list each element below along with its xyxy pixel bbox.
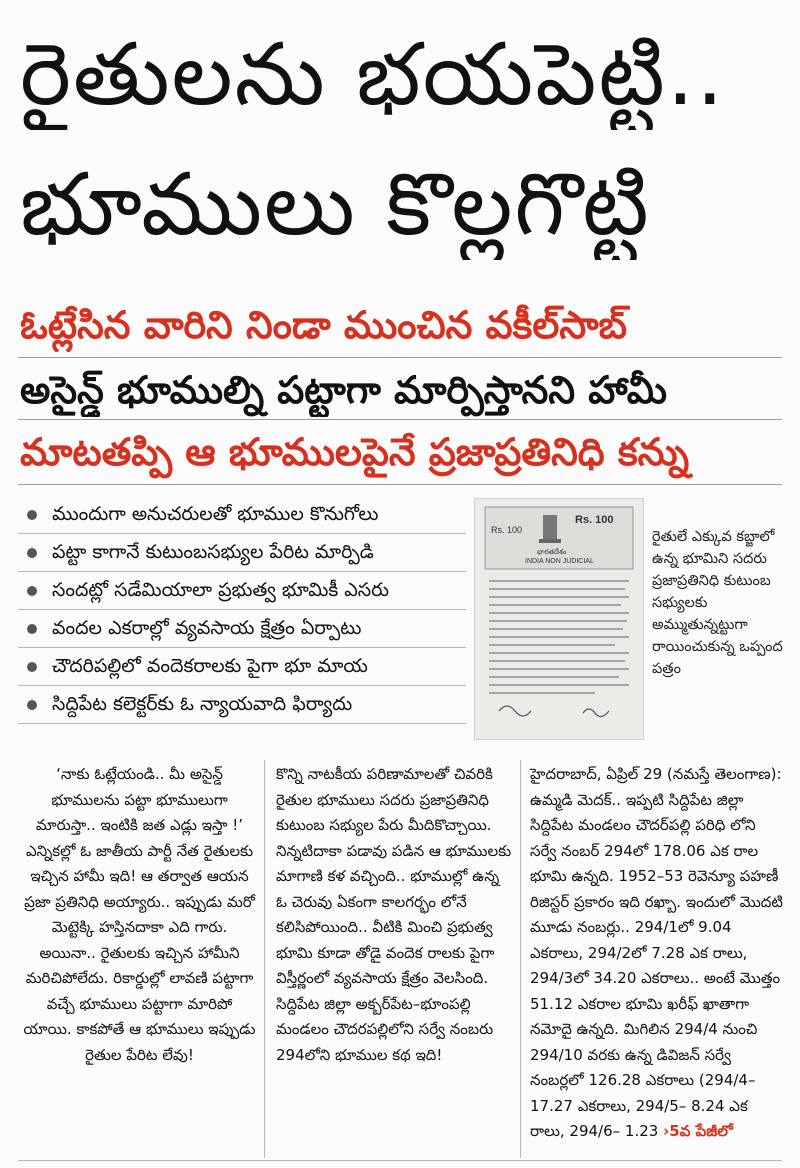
deck-line-1: ఓట్లేసిన వారిని నిండా ముంచిన వకీల్‌సాబ్ (20, 303, 627, 347)
stamp-paper-image (475, 499, 643, 739)
highlight-item (18, 496, 466, 534)
highlight-text: పట్టా కాగానే కుటుంబసభ్యుల పేరిట మార్పిడి (52, 541, 374, 563)
deck-line-2: అసైన్డ్ భూముల్ని పట్టాగా మార్పిస్తానని హామీ (20, 368, 667, 412)
column-divider (520, 760, 521, 1158)
highlight-text: వందల ఎకరాల్లో వ్యవసాయ క్షేత్రం ఏర్పాటు (52, 617, 362, 639)
highlight-item (18, 648, 466, 686)
headline-line-1: రైతులను భయపెట్టి.. (20, 25, 726, 125)
continued-link[interactable]: ›5వ పేజీలో (663, 1122, 733, 1140)
stamp-paper-photo (474, 498, 644, 740)
headline-line-2: భూములు కొల్లగొట్టి (20, 155, 651, 255)
stamp-value-left: Rs. 100 (491, 525, 523, 535)
column-divider (264, 760, 265, 1158)
stamp-title-te: భారతదేశం (537, 548, 567, 556)
divider (18, 419, 782, 420)
highlight-item (18, 572, 466, 610)
bullet-icon (27, 548, 37, 558)
bullet-icon (27, 662, 37, 672)
highlight-text: ముందుగా అనుచరులతో భూముల కొనుగోలు (52, 503, 379, 525)
bullet-icon (27, 586, 37, 596)
stamp-title: INDIA NON JUDICIAL (525, 558, 594, 565)
highlight-item (18, 686, 466, 724)
divider (18, 357, 782, 358)
article-column-3-text: హైదరాబాద్, ఏప్రిల్ 29 (నమస్తే తెలంగాణ): ఉమ్మడి మెదక్.. ఇప్పటి సిద్దిపేట జిల్లా సిద్దిపేట మండలం చౌదర్‌పల్లి పరిధి లోని సర్వే నంబర్ 294లో 178.06 ఎక రాల భూమి ఉన్నది. 1952–53 రెవెన్యూ పహణీ రిజిస్టర్ ప్రకారం ఇది రఖ్బా. ఇందులో మొదటి మూడు నంబర్లు.. 294/1లో 9.04 ఎకరాలు, 294/2లో 7.28 ఎక రాలు, 294/3లో 34.20 ఎకరాలు.. అంటే మొత్తం 51.12 ఎకరాల భూమి ఖరీఫ్ ఖాతాగా నమోదై ఉన్నది. మిగిలిన 294/4 నుంచి 294/10 వరకు ఉన్న డివిజన్ సర్వే నంబర్లలో 126.28 ఎకరాలు (294/4– 17.27 ఎకరాలు, 294/5– 8.24 ఎక రాలు, 294/6– 1.23 (530, 765, 783, 1140)
article-column-3 (530, 762, 786, 1145)
highlight-text: చౌదరిపల్లిలో వందెకరాలకు పైగా భూ మాయ (52, 655, 368, 677)
bullet-icon (27, 700, 37, 710)
stamp-value-right: Rs. 100 (575, 514, 614, 526)
bottom-rule (18, 1160, 782, 1161)
highlight-item (18, 534, 466, 572)
bullet-icon (27, 624, 37, 634)
divider (18, 484, 782, 485)
article-column-2: కొన్ని నాటకీయ పరిణామాలతో చివరికి రైతుల భూములు సదరు ప్రజాప్రతినిధి కుటుంబ సభ్యుల పేరు మీదికొచ్చాయి. నిన్నటిదాకా పడావు పడిన ఆ భూములకు మాగాణి కళ వచ్చింది.. భూముల్లో ఉన్న ఓ చెరువు ఏకంగా కాలగర్భం లోనే కలిసిపోయింది.. వీటికి మించి ప్రభుత్వ భూమి కూడా తోడై వందెక రాలకు పైగా విస్తీర్ణంలో వ్యవసాయ క్షేత్రం వెలసింది. సిద్దిపేట జిల్లా అక్బర్‌పేట–భూంపల్లి మండలం చౌదరపల్లిలోని సర్వే నంబరు 294లోని భూముల కథ ఇది! (276, 765, 512, 1064)
highlight-text: సందట్లో సడేమియాలా ప్రభుత్వ భూమికీ ఎసరు (52, 579, 389, 601)
deck-line-3: మాటతప్పి ఆ భూములపైనే ప్రజాప్రతినిధి కన్ను (20, 430, 689, 474)
bullet-icon (27, 510, 37, 520)
photo-caption: రైతులే ఎక్కువ కబ్జాలో ఉన్న భూమిని సదరు ప్రజాప్రతినిధి కుటుంబ సభ్యులకు అమ్ముతున్నట్టుగా రాయించుకున్న ఒప్పంద పత్రం (652, 529, 783, 677)
article-column-1: ‘నాకు ఓట్లేయండి.. మీ అసైన్డ్ భూములను పట్టా భూములుగా మారుస్తా.. ఇంటికి జత ఎడ్లు ఇస్తా !’ ఎన్నికల్లో ఓ జాతీయ పార్టీ నేత రైతులకు ఇచ్చిన హామీ ఇది! ఆ తర్వాత ఆయన ప్రజా ప్రతినిధి అయ్యారు.. ఇప్పుడు మరో మెట్టెక్కి హస్తినదాకా ఎది గారు. అయినా.. రైతులకు ఇచ్చిన హామీని మరిచిపోలేదు. రికార్డుల్లో లావణి పట్టాగా వచ్చే భూములు పట్టాగా మారిపో యాయి. కాకపోతే ఆ భూములు ఇప్పుడు రైతుల పేరిట లేవు! (23, 765, 256, 1064)
highlight-item (18, 610, 466, 648)
highlight-text: సిద్దిపేట కలెక్టర్‌కు ఓ న్యాయవాది ఫిర్యాదు (52, 693, 353, 715)
highlights-list (18, 496, 466, 724)
